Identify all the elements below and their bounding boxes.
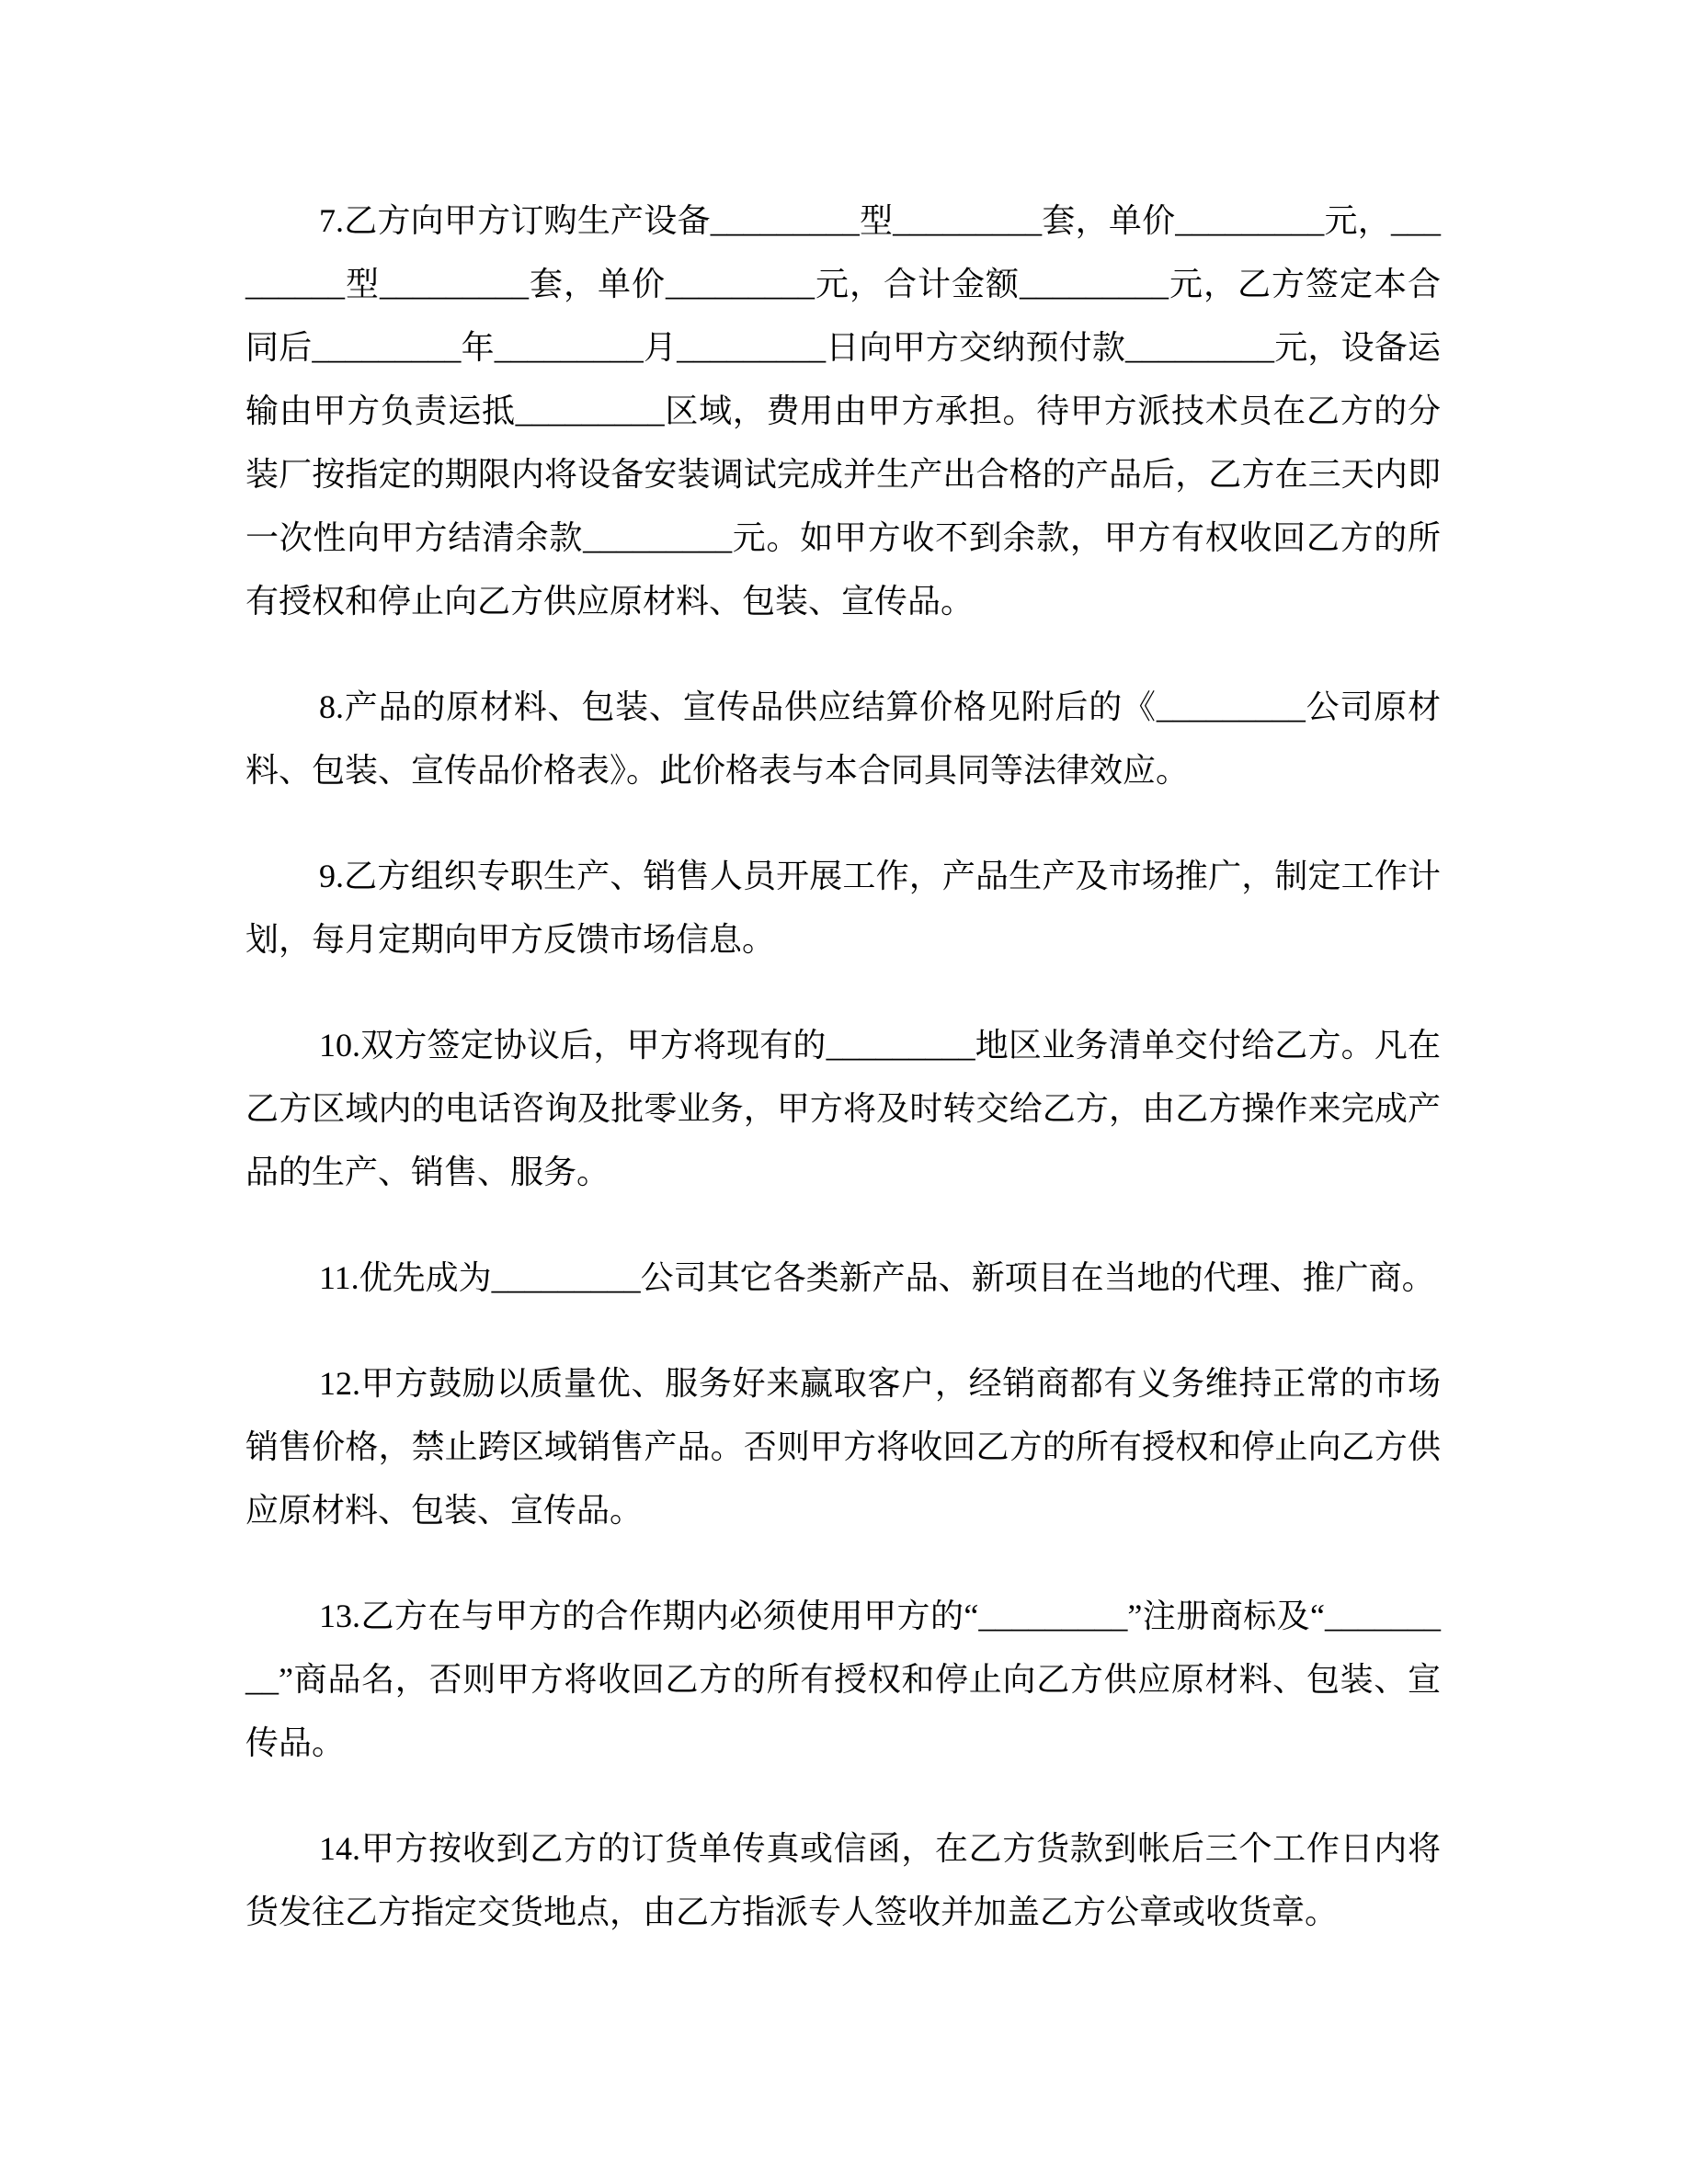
clause-8: 8.产品的原材料、包装、宣传品供应结算价格见附后的《_________公司原材料、包装、宣传品价格表》。此价格表与本合同具同等法律效应。 xyxy=(245,688,1441,789)
clause-7: 7.乙方向甲方订购生产设备_________型_________套，单价_________元，_________型_________套，单价_________元，合计金额_________元，乙方签定本合同后_________年_________月_________日向甲方交纳预付款_________元，设备运输由甲方负责运抵_________区域，费用由甲方承担。待甲方派技术员在乙方的分装厂按指定的期限内将设备安装调试完成并生产出合格的产品后，乙方在三天内即一次性向甲方结清余款_________元。如甲方收不到余款，甲方有权收回乙方的所有授权和停止向乙方供应原材料、包装、宣传品。 xyxy=(245,202,1441,620)
clause-11: 11.优先成为_________公司其它各类新产品、新项目在当地的代理、推广商。 xyxy=(319,1259,1435,1296)
clause-12: 12.甲方鼓励以质量优、服务好来赢取客户，经销商都有义务维持正常的市场销售价格，禁止跨区域销售产品。否则甲方将收回乙方的所有授权和停止向乙方供应原材料、包装、宣传品。 xyxy=(245,1365,1441,1529)
clause-13: 13.乙方在与甲方的合作期内必须使用甲方的“_________”注册商标及“_________”商品名，否则甲方将收回乙方的所有授权和停止向乙方供应原材料、包装、宣传品。 xyxy=(245,1598,1441,1761)
clause-14: 14.甲方按收到乙方的订货单传真或信函，在乙方货款到帐后三个工作日内将货发往乙方指定交货地点，由乙方指派专人签收并加盖乙方公章或收货章。 xyxy=(245,1830,1441,1930)
contract-clauses-section xyxy=(245,189,1441,1944)
clause-9: 9.乙方组织专职生产、销售人员开展工作，产品生产及市场推广，制定工作计划，每月定期向甲方反馈市场信息。 xyxy=(245,858,1441,958)
clause-10: 10.双方签定协议后，甲方将现有的_________地区业务清单交付给乙方。凡在乙方区域内的电话咨询及批零业务，甲方将及时转交给乙方，由乙方操作来完成产品的生产、销售、服务。 xyxy=(245,1027,1441,1190)
